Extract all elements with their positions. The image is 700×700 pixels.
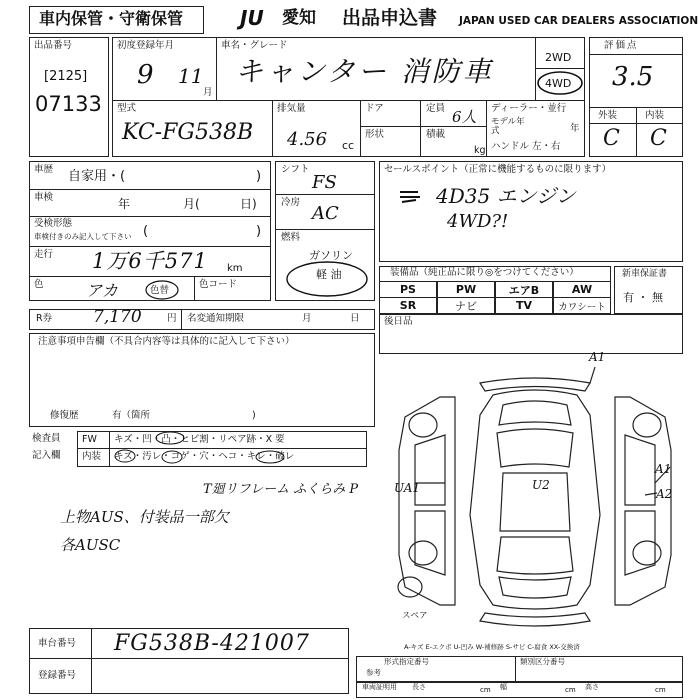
damage-mark-right-1: A1 <box>655 462 672 476</box>
lot-sub-number: [2125] <box>44 69 88 84</box>
selling-points-label: セールスポイント（正常に機能するものに限ります） <box>384 164 612 175</box>
displacement-value: 4.56 <box>287 129 328 150</box>
aircon-value: AC <box>312 203 339 224</box>
damage-mark-left: UA1 <box>394 481 421 495</box>
inspector-marks <box>110 430 370 468</box>
lot-number: 07133 <box>35 92 102 116</box>
cert-label: 車両証明用 <box>362 683 397 691</box>
equip-leather-seat: カワシート <box>553 297 611 314</box>
repair-close: ) <box>252 410 256 421</box>
history-close: ) <box>256 169 262 184</box>
logo-prefecture: 愛知 <box>282 8 316 28</box>
notes-label: 注意事項申告欄（不具合内容等は具体的に記入して下さい） <box>38 336 295 347</box>
exterior-label: 外装 <box>598 110 618 121</box>
dealer-label: ディーラー・並行 <box>491 103 567 114</box>
color-change-circle <box>145 280 179 300</box>
equip-sr: SR <box>379 297 437 314</box>
shift-value: FS <box>312 172 337 193</box>
model-year-unit: 年 <box>570 123 580 134</box>
selling-point-2: 4WD?! <box>447 211 509 232</box>
inspector-label-1: 検査員 <box>32 433 61 444</box>
cert-width-unit: cm <box>565 686 576 694</box>
color-label: 色 <box>34 279 44 290</box>
equipment-label: 装備品（純正品に限り◎をつけてください） <box>390 267 579 278</box>
fuel-diesel-circle <box>286 259 368 299</box>
loading-unit: kg <box>474 145 486 156</box>
interior-grade: C <box>650 126 667 151</box>
repair-value: 有（箇所 <box>112 410 151 421</box>
displacement-unit: cc <box>342 139 355 152</box>
deadline-label: 名変通知期限 <box>187 313 245 324</box>
cert-length: 長さ <box>412 683 426 691</box>
notes-box <box>29 333 375 427</box>
cert-width: 幅 <box>500 683 507 691</box>
drive-2wd: 2WD <box>545 51 572 64</box>
color-value: アカ <box>86 281 118 300</box>
exterior-grade: C <box>603 126 620 151</box>
deadline-day: 日 <box>350 313 360 324</box>
mileage-label: 走行 <box>34 249 54 260</box>
handwritten-line-1: T廻リフレーム ふくらみ P <box>203 482 359 497</box>
inspector-label-2: 記入欄 <box>32 450 61 461</box>
recycle-value: 7,170 <box>93 307 142 327</box>
car-name-value: キャンター 消防車 <box>235 55 494 88</box>
history-value: 自家用・( <box>68 169 126 184</box>
shape-label: 形状 <box>365 129 385 140</box>
inspection-day: 日) <box>240 197 257 211</box>
capacity-label: 定員 <box>426 103 446 114</box>
equip-navi: ナビ <box>437 297 495 314</box>
color-change-label: 色替 <box>150 285 170 296</box>
chassis-label: 車台番号 <box>38 638 77 649</box>
inspection-label: 車検 <box>34 192 54 203</box>
grade-value: 3.5 <box>612 62 654 92</box>
door-label: ドア <box>365 103 384 114</box>
inspector-row1: キズ・凹・凸・ヒビ割・リペア跡・X 要 <box>114 434 285 445</box>
repair-label: 修復歴 <box>50 410 79 421</box>
cert-height-unit: cm <box>655 686 666 694</box>
model-label: 型式 <box>117 103 137 114</box>
damage-mark-top: A1 <box>589 350 606 364</box>
later-item-box <box>379 314 683 354</box>
lot-label: 出品番号 <box>34 40 73 51</box>
deadline-month: 月 <box>302 313 312 324</box>
inspector-row2: キズ・汚レ・コゲ・穴・ヘコ・キレ・破レ <box>114 451 295 462</box>
type-ref: 参考 <box>366 668 381 677</box>
cert-height: 高さ <box>585 683 599 691</box>
shift-label: シフト <box>281 164 310 175</box>
loading-label: 積載 <box>426 129 446 140</box>
model-value: KC-FG538B <box>122 120 254 145</box>
handwritten-line-2: 上物AUS、付装品一部欠 <box>60 508 229 526</box>
receive-form-open: ( <box>143 224 149 239</box>
cert-box <box>356 682 683 698</box>
receive-form-note: 車検付きのみ記入して下さい <box>34 232 132 241</box>
registration-month: 11 <box>178 64 204 88</box>
fuel-label: 燃料 <box>281 232 301 243</box>
later-item-label: 後日品 <box>384 316 413 327</box>
equip-pw: PW <box>437 281 495 298</box>
class-label: 類別区分番号 <box>520 657 565 666</box>
equip-aw: AW <box>553 281 611 298</box>
warranty-label: 新車保証書 <box>622 269 668 279</box>
inspector-row1-head: FW <box>82 434 97 445</box>
damage-mark-roof: U2 <box>532 478 550 492</box>
handwritten-line-3: 各AUSC <box>60 536 121 554</box>
damage-mark-right-2: A2 <box>656 487 673 501</box>
drive-4wd-circle <box>536 70 584 96</box>
receive-form-close: ) <box>256 224 262 239</box>
type-label: 形式指定番号 <box>384 657 429 666</box>
fuel-diesel: 軽 油 <box>316 268 342 281</box>
registration-number-label: 登録番号 <box>38 670 77 681</box>
spare-label: スペア <box>402 611 428 621</box>
model-year-label: モデル年式 <box>491 117 525 137</box>
inspection-year: 年 <box>118 197 131 211</box>
form-title: 出品申込書 <box>342 7 438 29</box>
chassis-number: FG538B-421007 <box>114 631 310 656</box>
association-name: JAPAN USED CAR DEALERS ASSOCIATION <box>459 15 699 27</box>
displacement-label: 排気量 <box>277 103 306 114</box>
recycle-label: R券 <box>36 313 53 324</box>
car-diagram <box>385 355 685 655</box>
equip-ps: PS <box>379 281 437 298</box>
registration-year: 9 <box>137 60 154 90</box>
registration-label: 初度登録年月 <box>117 40 175 51</box>
recycle-unit: 円 <box>167 313 177 324</box>
inspection-month: 月( <box>183 197 200 211</box>
mileage-value: 1万6千571 <box>92 249 208 273</box>
damage-legend: A-キズ E-エクボ U-凹み W-補修跡 S-サビ C-腐食 XX-交換済 <box>404 643 580 651</box>
fuel-gasoline: ガソリン <box>309 249 353 262</box>
registration-month-unit: 月 <box>203 87 213 98</box>
warranty-value: 有 ・ 無 <box>623 291 663 304</box>
logo-mark: JU <box>240 6 264 30</box>
interior-label: 内装 <box>645 110 665 121</box>
storage-label: 車内保管・守衛保管 <box>39 9 184 28</box>
cert-length-unit: cm <box>480 686 491 694</box>
selling-points-box <box>379 161 683 262</box>
history-label: 車歴 <box>34 164 54 175</box>
strikeout-mark <box>398 188 422 204</box>
color-code-label: 色コード <box>199 279 238 290</box>
inspector-row2-head: 内装 <box>82 451 102 462</box>
car-name-label: 車名・グレード <box>221 40 288 51</box>
receive-form-label: 受検形態 <box>34 218 73 229</box>
selling-point-1: 4D35 エンジン <box>436 184 576 208</box>
handle-label: ハンドル 左・右 <box>491 141 561 152</box>
aircon-label: 冷房 <box>281 197 301 208</box>
equip-tv: TV <box>495 297 553 314</box>
equip-airbag: エアB <box>495 281 553 298</box>
drive-4wd: 4WD <box>545 77 572 90</box>
capacity-value: 6人 <box>452 108 477 126</box>
mileage-unit: km <box>227 263 243 274</box>
grade-label: 評価点 <box>604 40 639 51</box>
